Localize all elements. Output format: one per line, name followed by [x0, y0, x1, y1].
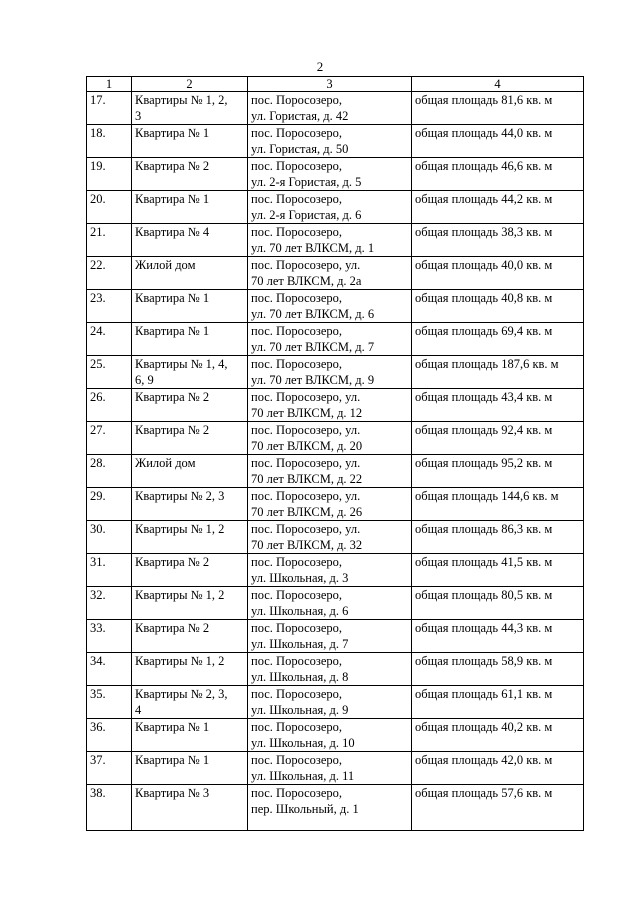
column-header-2: 2	[132, 77, 248, 92]
object-cell	[132, 92, 248, 125]
row-number: 22.	[87, 257, 132, 290]
row-number: 19.	[87, 158, 132, 191]
table-row	[87, 653, 584, 686]
address-cell	[248, 389, 412, 422]
address-cell	[248, 521, 412, 554]
address-cell	[248, 125, 412, 158]
object-name-line: Квартира № 1	[135, 720, 210, 734]
address-line: 70 лет ВЛКСМ, д. 20	[251, 439, 363, 453]
row-number: 18.	[87, 125, 132, 158]
address-line: ул. 2-я Гористая, д. 5	[251, 175, 362, 189]
table-row	[87, 422, 584, 455]
address-cell	[248, 290, 412, 323]
address-line: 70 лет ВЛКСМ, д. 2а	[251, 274, 362, 288]
row-number: 27.	[87, 422, 132, 455]
area-cell: общая площадь 43,4 кв. м	[412, 389, 584, 422]
object-name-line: Квартира № 2	[135, 423, 210, 437]
area-cell: общая площадь 58,9 кв. м	[412, 653, 584, 686]
address-cell	[248, 587, 412, 620]
address-line: пос. Поросозеро,	[251, 720, 343, 734]
object-cell	[132, 224, 248, 257]
address-cell	[248, 653, 412, 686]
address-line: ул. 70 лет ВЛКСМ, д. 9	[251, 373, 375, 387]
table-row	[87, 224, 584, 257]
address-line: ул. Школьная, д. 7	[251, 637, 349, 651]
table-row	[87, 323, 584, 356]
area-cell: общая площадь 44,3 кв. м	[412, 620, 584, 653]
address-cell	[248, 257, 412, 290]
address-line: пос. Поросозеро,	[251, 555, 343, 569]
area-cell: общая площадь 40,0 кв. м	[412, 257, 584, 290]
area-cell: общая площадь 38,3 кв. м	[412, 224, 584, 257]
object-cell	[132, 356, 248, 389]
address-line: пос. Поросозеро,	[251, 192, 343, 206]
object-name-line: 6, 9	[135, 373, 154, 387]
object-name-line: Квартира № 1	[135, 324, 210, 338]
object-cell	[132, 554, 248, 587]
address-line: ул. Школьная, д. 8	[251, 670, 349, 684]
row-number: 32.	[87, 587, 132, 620]
area-cell: общая площадь 44,0 кв. м	[412, 125, 584, 158]
row-number: 33.	[87, 620, 132, 653]
row-number: 31.	[87, 554, 132, 587]
object-name-line: Квартира № 2	[135, 390, 210, 404]
row-number: 30.	[87, 521, 132, 554]
address-line: пос. Поросозеро,	[251, 159, 343, 173]
table-row	[87, 290, 584, 323]
row-number: 26.	[87, 389, 132, 422]
object-cell	[132, 290, 248, 323]
table-row	[87, 191, 584, 224]
address-cell	[248, 323, 412, 356]
object-name-line: Квартиры № 2, 3	[135, 489, 225, 503]
column-header-4: 4	[412, 77, 584, 92]
object-name-line: Квартиры № 1, 2	[135, 654, 225, 668]
address-cell	[248, 224, 412, 257]
object-cell	[132, 488, 248, 521]
object-name-line: Квартира № 1	[135, 126, 210, 140]
address-cell	[248, 356, 412, 389]
area-cell: общая площадь 41,5 кв. м	[412, 554, 584, 587]
table-row	[87, 719, 584, 752]
table-row	[87, 389, 584, 422]
area-cell: общая площадь 57,6 кв. м	[412, 785, 584, 831]
address-line: пос. Поросозеро, ул.	[251, 390, 361, 404]
object-name-line: 3	[135, 109, 142, 123]
row-number: 37.	[87, 752, 132, 785]
table-row	[87, 686, 584, 719]
address-line: пос. Поросозеро,	[251, 786, 343, 800]
table-row	[87, 257, 584, 290]
address-cell	[248, 686, 412, 719]
address-line: ул. 70 лет ВЛКСМ, д. 7	[251, 340, 375, 354]
row-number: 20.	[87, 191, 132, 224]
page-number: 2	[316, 59, 324, 74]
object-cell	[132, 653, 248, 686]
address-line: пос. Поросозеро,	[251, 654, 343, 668]
object-name-line: Квартиры № 1, 4,	[135, 357, 228, 371]
column-header-3: 3	[248, 77, 412, 92]
address-cell	[248, 455, 412, 488]
object-cell	[132, 422, 248, 455]
table-row	[87, 620, 584, 653]
object-cell	[132, 620, 248, 653]
table-row	[87, 554, 584, 587]
address-line: пос. Поросозеро, ул.	[251, 522, 361, 536]
address-line: ул. Школьная, д. 9	[251, 703, 349, 717]
table-row	[87, 752, 584, 785]
address-line: пос. Поросозеро,	[251, 225, 343, 239]
object-cell	[132, 257, 248, 290]
object-cell	[132, 389, 248, 422]
object-cell	[132, 191, 248, 224]
address-line: ул. 70 лет ВЛКСМ, д. 1	[251, 241, 375, 255]
row-number: 29.	[87, 488, 132, 521]
object-name-line: 4	[135, 703, 142, 717]
address-cell	[248, 554, 412, 587]
object-cell	[132, 785, 248, 831]
address-line: пос. Поросозеро,	[251, 126, 343, 140]
address-line: пос. Поросозеро,	[251, 324, 343, 338]
area-cell: общая площадь 69,4 кв. м	[412, 323, 584, 356]
row-number: 36.	[87, 719, 132, 752]
address-line: ул. 2-я Гористая, д. 6	[251, 208, 362, 222]
address-line: пос. Поросозеро, ул.	[251, 489, 361, 503]
row-number: 38.	[87, 785, 132, 831]
table-row	[87, 125, 584, 158]
property-table	[86, 76, 584, 831]
address-line: ул. Школьная, д. 10	[251, 736, 355, 750]
object-cell	[132, 323, 248, 356]
object-name-line: Квартира № 4	[135, 225, 210, 239]
address-cell	[248, 191, 412, 224]
address-line: 70 лет ВЛКСМ, д. 32	[251, 538, 363, 552]
area-cell: общая площадь 61,1 кв. м	[412, 686, 584, 719]
area-cell: общая площадь 144,6 кв. м	[412, 488, 584, 521]
object-cell	[132, 455, 248, 488]
address-line: ул. Школьная, д. 3	[251, 571, 349, 585]
table-row	[87, 587, 584, 620]
row-number: 21.	[87, 224, 132, 257]
row-number: 17.	[87, 92, 132, 125]
table-row	[87, 488, 584, 521]
address-line: пер. Школьный, д. 1	[251, 802, 359, 816]
address-line: пос. Поросозеро, ул.	[251, 258, 361, 272]
table-row	[87, 158, 584, 191]
address-cell	[248, 620, 412, 653]
address-cell	[248, 719, 412, 752]
object-name-line: Квартира № 2	[135, 159, 210, 173]
table-row	[87, 92, 584, 125]
address-cell	[248, 488, 412, 521]
address-cell	[248, 92, 412, 125]
address-line: ул. Школьная, д. 11	[251, 769, 355, 783]
object-cell	[132, 125, 248, 158]
area-cell: общая площадь 95,2 кв. м	[412, 455, 584, 488]
table-row	[87, 455, 584, 488]
address-line: пос. Поросозеро,	[251, 588, 343, 602]
area-cell: общая площадь 40,2 кв. м	[412, 719, 584, 752]
row-number: 28.	[87, 455, 132, 488]
address-line: пос. Поросозеро,	[251, 93, 343, 107]
object-name-line: Квартира № 1	[135, 291, 210, 305]
table-row	[87, 356, 584, 389]
address-line: пос. Поросозеро,	[251, 621, 343, 635]
row-number: 25.	[87, 356, 132, 389]
address-cell	[248, 158, 412, 191]
object-name-line: Квартиры № 2, 3,	[135, 687, 228, 701]
object-cell	[132, 587, 248, 620]
area-cell: общая площадь 81,6 кв. м	[412, 92, 584, 125]
object-name-line: Квартира № 1	[135, 192, 210, 206]
area-cell: общая площадь 44,2 кв. м	[412, 191, 584, 224]
object-cell	[132, 521, 248, 554]
area-cell: общая площадь 86,3 кв. м	[412, 521, 584, 554]
area-cell: общая площадь 80,5 кв. м	[412, 587, 584, 620]
address-line: 70 лет ВЛКСМ, д. 22	[251, 472, 363, 486]
object-name-line: Квартира № 3	[135, 786, 210, 800]
object-name-line: Квартиры № 1, 2	[135, 588, 225, 602]
table-row	[87, 521, 584, 554]
area-cell: общая площадь 92,4 кв. м	[412, 422, 584, 455]
address-line: ул. Школьная, д. 6	[251, 604, 349, 618]
object-cell	[132, 752, 248, 785]
object-name-line: Квартиры № 1, 2,	[135, 93, 228, 107]
table-header-row	[87, 77, 584, 92]
row-number: 34.	[87, 653, 132, 686]
address-line: пос. Поросозеро,	[251, 357, 343, 371]
table-body	[87, 92, 584, 831]
address-line: 70 лет ВЛКСМ, д. 12	[251, 406, 363, 420]
object-name-line: Квартира № 1	[135, 753, 210, 767]
address-cell	[248, 422, 412, 455]
address-line: ул. Гористая, д. 50	[251, 142, 349, 156]
table-row	[87, 785, 584, 831]
address-line: пос. Поросозеро,	[251, 291, 343, 305]
object-name-line: Жилой дом	[135, 258, 196, 272]
address-cell	[248, 752, 412, 785]
area-cell: общая площадь 40,8 кв. м	[412, 290, 584, 323]
address-line: пос. Поросозеро, ул.	[251, 456, 361, 470]
object-name-line: Жилой дом	[135, 456, 196, 470]
address-line: пос. Поросозеро, ул.	[251, 423, 361, 437]
address-line: пос. Поросозеро,	[251, 753, 343, 767]
row-number: 23.	[87, 290, 132, 323]
address-line: ул. Гористая, д. 42	[251, 109, 349, 123]
column-header-1: 1	[87, 77, 132, 92]
object-cell	[132, 158, 248, 191]
address-line: ул. 70 лет ВЛКСМ, д. 6	[251, 307, 375, 321]
address-line: пос. Поросозеро,	[251, 687, 343, 701]
object-name-line: Квартира № 2	[135, 621, 210, 635]
address-cell	[248, 785, 412, 831]
object-name-line: Квартира № 2	[135, 555, 210, 569]
row-number: 24.	[87, 323, 132, 356]
object-name-line: Квартиры № 1, 2	[135, 522, 225, 536]
address-line: 70 лет ВЛКСМ, д. 26	[251, 505, 363, 519]
area-cell: общая площадь 187,6 кв. м	[412, 356, 584, 389]
area-cell: общая площадь 46,6 кв. м	[412, 158, 584, 191]
row-number: 35.	[87, 686, 132, 719]
object-cell	[132, 686, 248, 719]
object-cell	[132, 719, 248, 752]
area-cell: общая площадь 42,0 кв. м	[412, 752, 584, 785]
